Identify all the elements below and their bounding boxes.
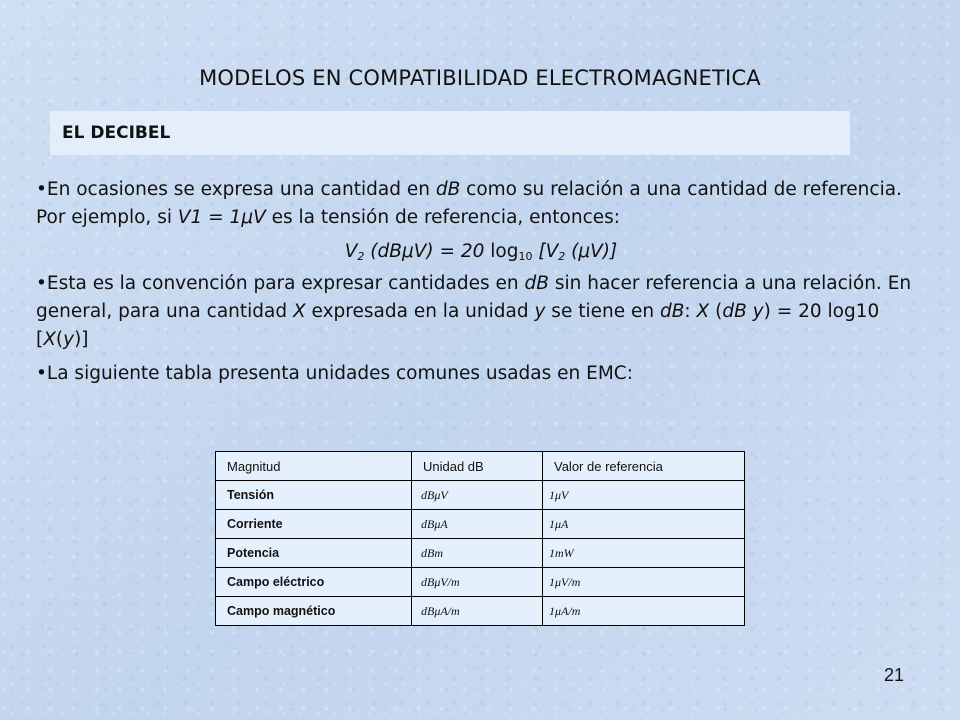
table-row xyxy=(216,481,745,510)
slide-body xyxy=(36,176,926,394)
slide-title: MODELOS EN COMPATIBILIDAD ELECTROMAGNETICA xyxy=(199,66,761,90)
cell-unidad-db: dBm xyxy=(412,539,543,568)
header-unidad-db: Unidad dB xyxy=(412,452,543,481)
emc-units-table xyxy=(215,451,745,626)
cell-magnitud: Corriente xyxy=(216,510,412,539)
table-header-row xyxy=(216,452,745,481)
cell-valor-referencia: 1μA xyxy=(543,510,745,539)
paragraph-table-intro: •La siguiente tabla presenta unidades comunes usadas en EMC: xyxy=(36,363,633,384)
section-header xyxy=(50,111,850,155)
cell-magnitud: Campo eléctrico xyxy=(216,568,412,597)
cell-valor-referencia: 1μV/m xyxy=(543,568,745,597)
decibel-formula: $V_2$ (dBμV) = 20 $\log_{10} [V_2$ (μV)] xyxy=(344,241,618,263)
table-row xyxy=(216,510,745,539)
cell-unidad-db: dBμA/m xyxy=(412,597,543,626)
cell-magnitud: Potencia xyxy=(216,539,412,568)
table-row xyxy=(216,539,745,568)
table-row xyxy=(216,597,745,626)
cell-unidad-db: dBμV/m xyxy=(412,568,543,597)
section-title: EL DECIBEL xyxy=(62,123,171,143)
paragraph-reference-quantity: •En ocasiones se expresa una cantidad en dB como su relación a una cantidad de referencia. Por ejemplo, si V1 = 1μV es la tensión de referencia, entonces: xyxy=(36,179,902,228)
cell-magnitud: Tensión xyxy=(216,481,412,510)
cell-unidad-db: dBμA xyxy=(412,510,543,539)
cell-valor-referencia: 1mW xyxy=(543,539,745,568)
page-number: 21 xyxy=(884,665,905,685)
paragraph-convention: •Esta es la convención para expresar cantidades en dB sin hacer referencia a una relación. En general, para una cantidad X expresada en la unidad y se tiene en dB: X (dB y) = 20 log10 [X(y)] xyxy=(36,273,912,350)
cell-magnitud: Campo magnético xyxy=(216,597,412,626)
cell-unidad-db: dBμV xyxy=(412,481,543,510)
cell-valor-referencia: 1μA/m xyxy=(543,597,745,626)
header-valor-referencia: Valor de referencia xyxy=(543,452,745,481)
table-row xyxy=(216,568,745,597)
cell-valor-referencia: 1μV xyxy=(543,481,745,510)
header-magnitud: Magnitud xyxy=(216,452,412,481)
